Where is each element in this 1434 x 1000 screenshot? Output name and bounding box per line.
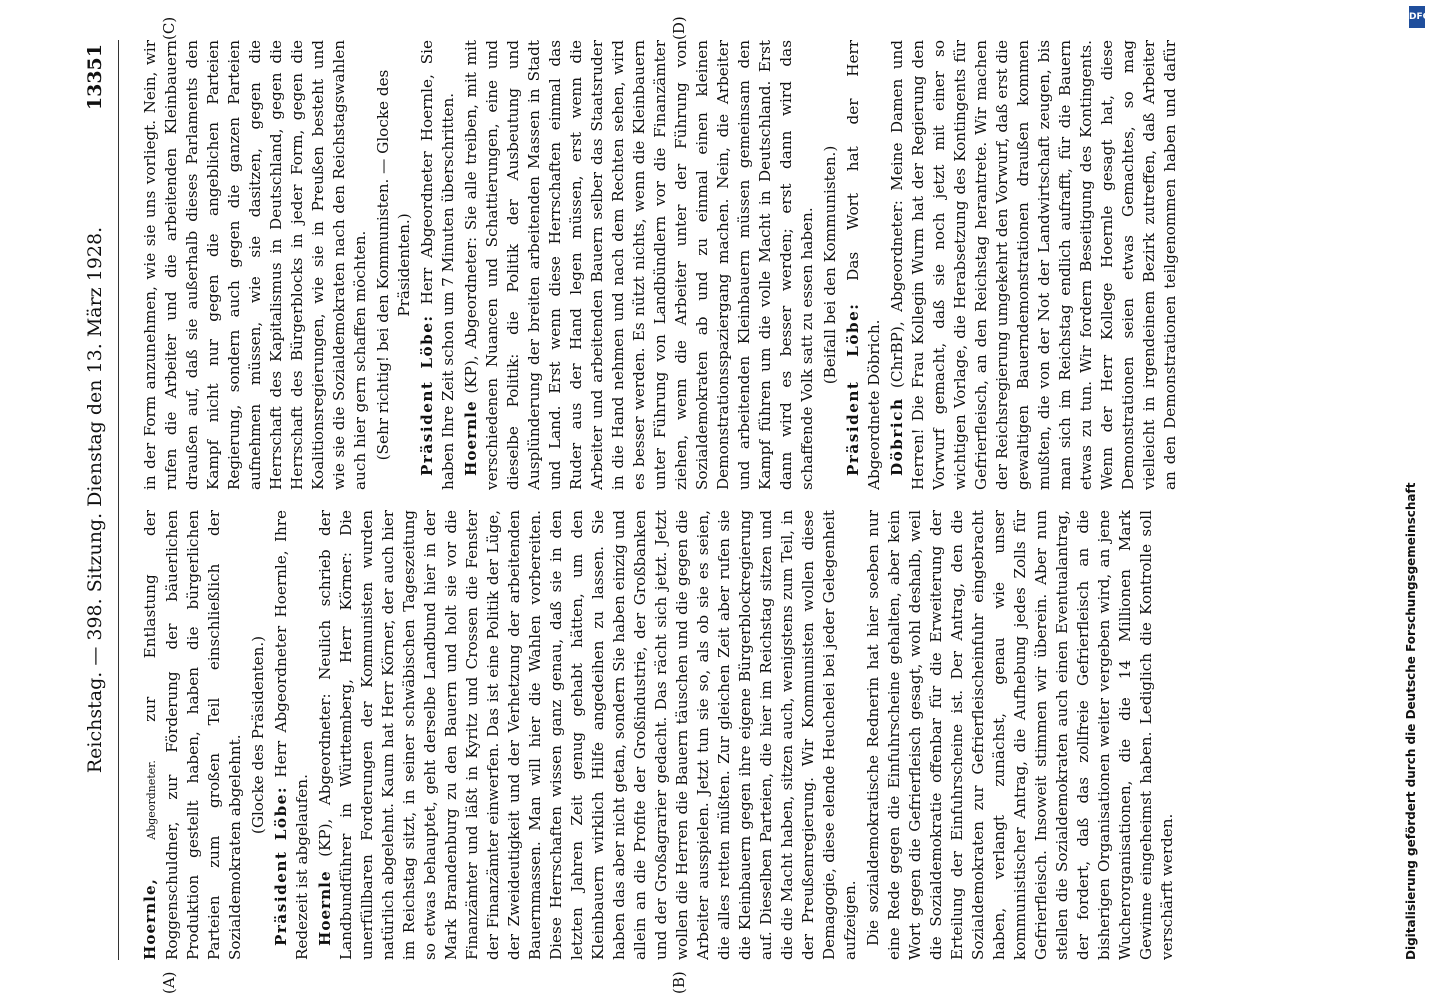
stage-direction: (Sehr richtig! bei den Kommunisten. — Glocke des Präsidenten.) [374, 69, 413, 461]
left-column [140, 510, 1180, 960]
paragraph: in der Form anzunehmen, wie sie uns vorliegt. Nein, wir rufen die Arbeiter und die arbeitenden Kleinbauern draußen auf, daß sie außerhalb dieses Parlaments den Kampf nicht nur gegen die angeblichen Parteien Regierung, sondern auch gegen die ganzen Parteien aufnehmen müssen, wie sie dasitzen, gegen die Herrschaft des Kapitalismus in Deutschland, gegen die Herrschaft des Bürgerblocks in jeder Form, gegen die Koalitionsregierungen, wie sie in Preußen besteht und wie sie die Sozialdemokraten nach den Reichstagswahlen auch hier gern schaffen möchten. [141, 40, 369, 490]
paragraph [461, 40, 818, 490]
paragraph-text: Herr Abgeordneter Hoernle, Ihre Redezeit ist abgelaufen. [272, 510, 311, 960]
paragraph [843, 40, 885, 490]
paragraph [887, 40, 1180, 490]
margin-marker-a: (A) [160, 971, 178, 994]
page-number: 13351 [84, 44, 106, 111]
paragraph-text: Das Wort hat der Herr Abgeordnete Döbrich. [844, 40, 883, 490]
running-title: Reichstag. — 398. Sitzung. Dienstag den 13. März 1928. [84, 226, 106, 774]
paragraph-text: zur Entlastung der Roggenschuldner, zur Förderung der bäuerlichen Produktion gestellt haben, haben die bürgerlichen Parteien zum großen Teil einschließlich der Sozialdemokraten abgelehnt. [141, 510, 244, 960]
rotated-document-sheet [70, 0, 1300, 1000]
margin-marker-c: (C) [160, 16, 178, 40]
paragraph: Die sozialdemokratische Rednerin hat hier soeben nur eine Rede gegen die Einfuhrscheine gehalten, aber kein Wort gegen die Gefrierfleisch gesagt, wohl deshalb, weil die Sozialdemokratie offenbar für die Erweiterung der Erteilung der Einfuhrscheine ist. Der Antrag, den die Sozialdemokraten zur Gefrierfleischeinfuhr eingebracht haben, verlangt zunächst, genau wie unser kommunistischer Antrag, die Aufhebung jedes Zolls für Gefrierfleisch. Insoweit stimmen wir überein. Aber nun stellen die Sozialdemokraten auch einen Eventualantrag, der fordert, daß das zollfreie Gefrierfleisch an die bisherigen Organisationen weiter vergeben wird, an jene Wucherorganisationen, die die 14 Millionen Mark Gewinne eingeheimst haben. Lediglich die Kontrolle soll verschärft werden. [864, 510, 1176, 960]
margin-marker-d: (D) [670, 16, 688, 40]
paragraph-text: Herr Abgeordneter Hoernle, Sie haben Ihre Zeit schon um 7 Minuten überschritten. [418, 40, 457, 490]
paragraph-text: (KP), Abgeordneter: Neulich schrieb der Landbundführer in Württemberg, Herr Körner: Die unerfüllbaren Forderungen der Kommunisten wurden natürlich abgelehnt. Kaum hat Herr Körner, der auch hier im Reichstag sitzt, in seiner schwäbischen Tageszeitung so etwas behauptet, geht derselbe Landbund hier in der Mark Brandenburg zu den Bauern und holt sie vor die Finanzämter und läßt in Kyritz und Crossen die Fenster der Finanzämter einwerfen. Das ist eine Politik der Lüge, der Zweideutigkeit und der Verhetzung der arbeitenden Bauernmassen. Man will hier die Wahlen vorbereiten. Diese Herrschaften wissen ganz genau, daß sie in den letzten Jahren Zeit genug gehabt hätten, um den Kleinbauern wirklich Hilfe angedeihen zu lassen. Sie haben das aber nicht getan, sondern Sie haben einzig und allein an die Profite der Großindustrie, der Großbanken und der Großagrarier gedacht. Das rächt sich jetzt. Jetzt wollen die Herren die Bauern täuschen und die gegen die Arbeiter ausspielen. Jetzt tun sie so, als ob sie es seien, die alles retten müßten. Zur gleichen Zeit aber rufen sie die Kleinbauern gegen ihre eigene Bürgerblockregierung auf. Dieselben Parteien, die hier im Reichstag sitzen und die die Macht haben, sitzen auch, wenigstens zum Teil, in der Preußenregierung. Wir Kommunisten wollen diese Demagogie, diese elende Heuchelei bei jeder Gelegenheit aufzeigen. [316, 510, 859, 960]
dfg-logo: DFG [1409, 6, 1425, 28]
paragraph [417, 40, 459, 490]
margin-marker-b: (B) [670, 971, 688, 994]
stage-direction: (Beifall bei den Kommunisten.) [821, 145, 839, 385]
paragraph-text: (KP), Abgeordneter: Sie alle treiben, mit mit verschiedenen Nuancen und Schattierungen, eine und dieselbe Politik: die Politik der Ausbeutung und Ausplünderung der breiten arbeitenden Massen in Stadt und Land. Erst wenn diese Herrschaften einmal das Ruder aus der Hand legen müssen, erst wenn die Arbeiter und arbeitenden Bauern selber das Staatsruder in die Hand nehmen und nach dem Rechten sehen, wird es besser werden. Es nützt nichts, wenn die Kleinbauern unter Führung von Landbündlern vor die Finanzämter ziehen, wenn die Arbeiter unter der Führung von Sozialdemokraten ab und zu einmal einen kleinen Demonstrationsspaziergang machen. Nein, die Arbeiter und arbeitenden Kleinbauern müssen gemeinsam den Kampf führen um die volle Macht in Deutschland. Erst dann wird es besser werden; erst dann wird das schaffende Volk satt zu essen haben. [462, 40, 816, 490]
paragraph [140, 510, 246, 960]
right-column [140, 40, 1180, 490]
speaker-name: Hoernle [462, 400, 480, 476]
header-rule [118, 40, 119, 960]
paragraph [271, 510, 313, 960]
speaker-name: Präsident Löbe: [418, 314, 436, 476]
speaker-name: Präsident Löbe: [844, 302, 862, 476]
speaker-name: Präsident Löbe: [272, 786, 290, 946]
speaker-role: Abgeordneter. [145, 760, 158, 840]
speaker-name: Hoernle, [141, 878, 159, 960]
dfg-credit-text: Digitalisierung gefördert durch die Deutsche Forschungsgemeinschaft [1404, 482, 1418, 960]
speaker-name: Hoernle [316, 870, 334, 946]
paragraph [315, 510, 861, 960]
speaker-name: Döbrich [888, 397, 906, 476]
dfg-sidebar [1400, 0, 1434, 1000]
paragraph-text: (ChrBP), Abgeordneter: Meine Damen und Herren! Die Frau Kollegin Wurm hat der Regierung den Vorwurf gemacht, daß sie noch jetzt mit einer so wichtigen Vorlage, die Herabsetzung des Kontingents für Gefrierfleisch, an den Reichstag herantrete. Wir machen der Reichsregierung umgekehrt den Vorwurf, daß erst die gewaltigen Bauerndemonstrationen draußen kommen mußten, die von der Not der Landwirtschaft zeugen, bis man sich im Reichstag endlich aufrafft, für die Bauern etwas zu tun. Wir fordern Beseitigung des Kontingents. Wenn der Herr Kollege Hoernle gesagt hat, diese Demonstrationen seien etwas Gemachtes, so mag vielleicht in irgendeinem Bezirk zutreffen, daß Arbeiter an den Demonstrationen teilgenommen haben und dafür [888, 40, 1179, 490]
stage-direction: (Glocke des Präsidenten.) [249, 635, 267, 835]
